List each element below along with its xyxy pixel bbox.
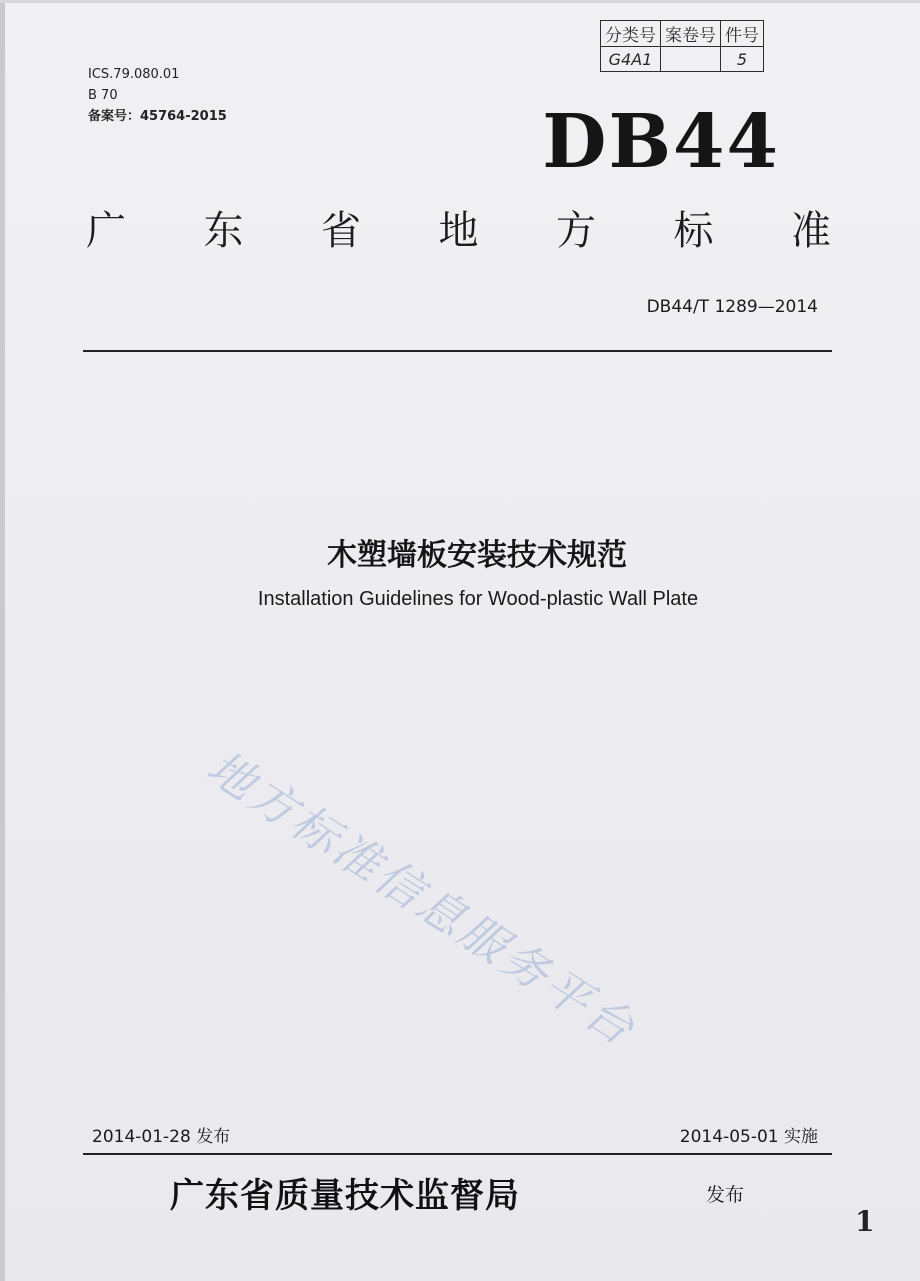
archive-stamp-header-item: 件号	[721, 21, 764, 47]
standard-type-char: 标	[673, 208, 714, 254]
standard-mark: DB44	[542, 99, 780, 185]
archive-stamp-item-value: 5	[721, 47, 764, 72]
scan-edge-left	[0, 0, 5, 1281]
document-title-english: Installation Guidelines for Wood-plastic Wall Plate	[257, 588, 699, 610]
header-divider	[83, 350, 832, 352]
ics-number: ICS.79.080.01	[88, 67, 180, 82]
scan-edge-top	[0, 0, 920, 3]
document-title-chinese: 木塑墙板安装技术规范	[327, 538, 627, 573]
archive-stamp-header-volume: 案卷号	[661, 21, 721, 47]
ccs-number: B 70	[88, 88, 118, 103]
standard-type-char: 方	[556, 208, 596, 254]
page-number: 1	[855, 1205, 875, 1238]
standard-type-heading	[86, 205, 831, 257]
issue-date: 2014-01-28 发布	[92, 1127, 231, 1147]
classification-block	[88, 64, 227, 127]
standard-type-char: 广	[86, 208, 126, 254]
issuing-authority: 广东省质量技术监督局	[170, 1176, 520, 1216]
archive-stamp-category-value: G4A1	[601, 47, 661, 72]
watermark: 地方标准信息服务平台	[197, 739, 647, 1058]
archive-stamp-header-category: 分类号	[601, 21, 661, 47]
footer-divider	[83, 1153, 832, 1155]
issuing-suffix: 发布	[706, 1184, 745, 1206]
standard-type-char: 省	[321, 208, 361, 254]
effective-date: 2014-05-01 实施	[679, 1127, 818, 1147]
standard-code: DB44/T 1289—2014	[646, 297, 818, 317]
standard-type-char: 东	[203, 208, 244, 254]
standard-type-char: 地	[438, 208, 479, 254]
archive-stamp-volume-value	[661, 47, 721, 72]
archive-stamp	[600, 20, 764, 72]
standard-type-char: 准	[791, 208, 831, 254]
filing-number: 备案号：45764-2015	[88, 109, 227, 124]
